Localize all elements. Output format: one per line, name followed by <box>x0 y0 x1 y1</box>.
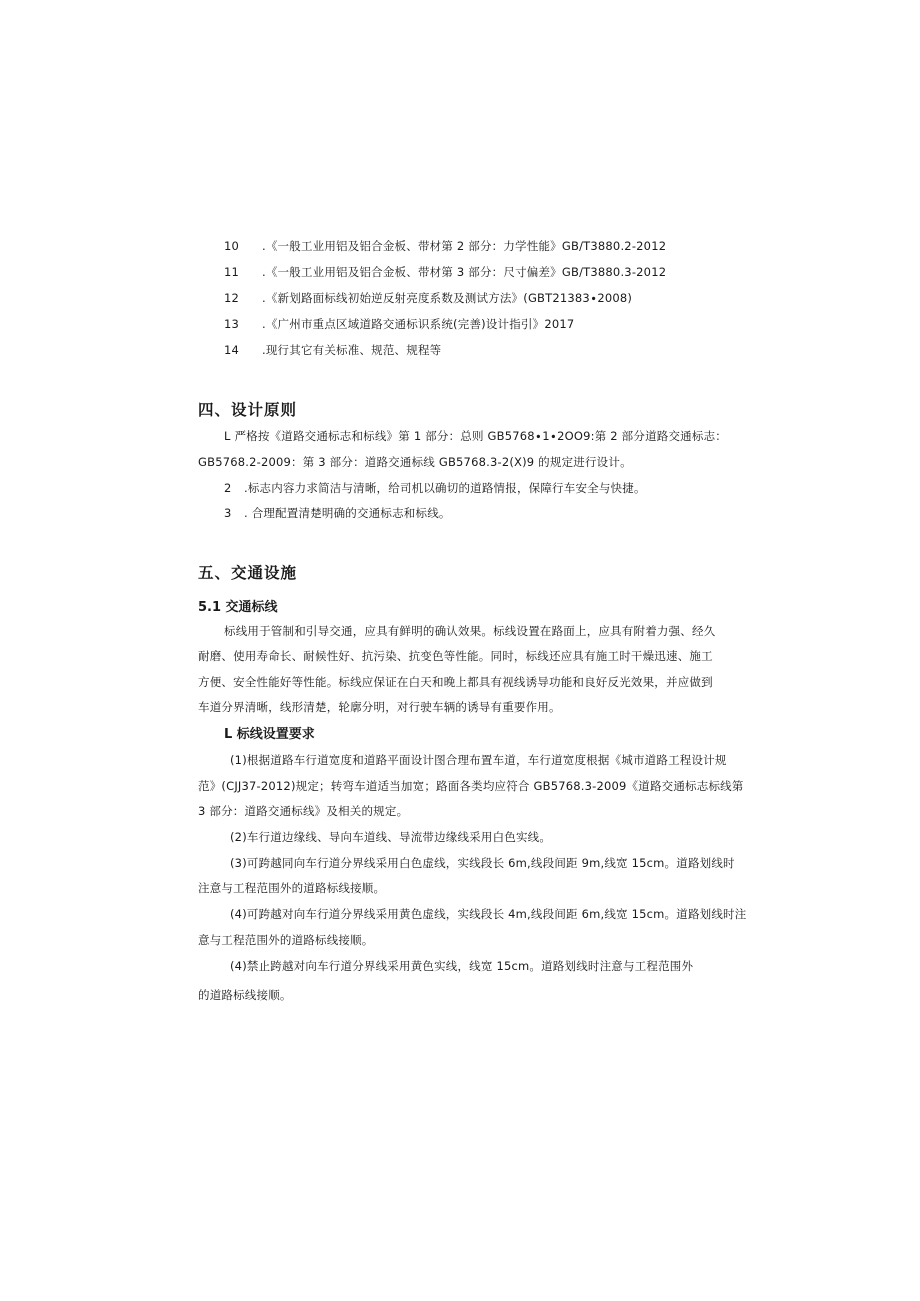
principle-text: .标志内容力求简洁与清晰，给司机以确切的道路情报，保障行车安全与快捷。 <box>244 481 646 495</box>
paragraph-line: 方便、安全性能好等性能。标线应保证在白天和晚上都具有视线诱导功能和良好反光效果，并应做到 <box>198 675 713 689</box>
reference-item <box>224 264 666 280</box>
section-heading-traffic-facilities: 五、交通设施 <box>198 564 298 582</box>
reference-text: .《一般工业用铝及铝合金板、带材第 3 部分：尺寸偏差》GB/T3880.3-2012 <box>262 265 667 279</box>
requirement-line: 注意与工程范围外的道路标线接顺。 <box>198 881 386 895</box>
principle-number: 3 <box>224 506 232 520</box>
principle-item <box>224 505 451 521</box>
paragraph-line: 车道分界清晰，线形清楚，轮廓分明，对行驶车辆的诱导有重要作用。 <box>198 700 561 714</box>
reference-item <box>224 316 574 332</box>
requirement-line: 范》(CJJ37-2012)规定；转弯车道适当加宽；路面各类均应符合 GB5768.3-2009《道路交通标志标线第 <box>198 779 744 793</box>
requirement-line: (4)可跨越对向车行道分界线采用黄色虚线，实线段长 4m,线段间距 6m,线宽 15cm。道路划线时注 <box>230 907 747 921</box>
requirement-line: (3)可跨越同向车行道分界线采用白色虚线，实线段长 6m,线段间距 9m,线宽 15cm。道路划线时 <box>230 856 735 870</box>
principle-text: . 合理配置清楚明确的交通标志和标线。 <box>244 506 451 520</box>
requirement-line: (2)车行道边缘线、导向车道线、导流带边缘线采用白色实线。 <box>230 830 552 844</box>
requirement-line: 意与工程范围外的道路标线接顺。 <box>198 933 374 947</box>
paragraph-line: GB5768.2-2009：第 3 部分：道路交通标线 GB5768.3-2(X)9 的规定进行设计。 <box>198 455 632 469</box>
reference-item <box>224 290 632 306</box>
reference-text: .现行其它有关标准、规范、规程等 <box>262 343 442 357</box>
paragraph-line: 标线用于管制和引导交通，应具有鲜明的确认效果。标线设置在路面上，应具有附着力强、经久 <box>224 624 716 638</box>
reference-number: 11 <box>224 265 240 279</box>
principle-number: 2 <box>224 481 232 495</box>
reference-number: 10 <box>224 239 240 253</box>
requirement-line: 的道路标线接顺。 <box>198 988 292 1002</box>
reference-number: 13 <box>224 317 240 331</box>
reference-number: 12 <box>224 291 240 305</box>
reference-text: .《新划路面标线初始逆反射亮度系数及测试方法》(GBT21383∙2008) <box>262 291 633 305</box>
requirement-line: (1)根据道路车行道宽度和道路平面设计图合理布置车道，车行道宽度根据《城市道路工程设计规 <box>230 753 727 767</box>
reference-item <box>224 238 666 254</box>
requirements-heading: L 标线设置要求 <box>224 727 315 742</box>
subsection-heading-traffic-markings: 5.1 交通标线 <box>198 600 278 615</box>
paragraph-line: L 严格按《道路交通标志和标线》第 1 部分：总则 GB5768∙1∙2OO9:第 2 部分道路交通标志： <box>224 429 727 443</box>
reference-item <box>224 342 441 358</box>
requirement-line: (4)禁止跨越对向车行道分界线采用黄色实线，线宽 15cm。道路划线时注意与工程范围外 <box>230 959 694 973</box>
reference-text: .《广州市重点区域道路交通标识系统(完善)设计指引》2017 <box>262 317 575 331</box>
section-heading-design-principles: 四、设计原则 <box>198 401 298 419</box>
paragraph-line: 耐磨、使用寿命长、耐候性好、抗污染、抗变色等性能。同时，标线还应具有施工时干燥迅速、施工 <box>198 649 713 663</box>
requirement-line: 3 部分：道路交通标线》及相关的规定。 <box>198 804 409 818</box>
reference-number: 14 <box>224 343 240 357</box>
reference-text: .《一般工业用铝及铝合金板、带材第 2 部分：力学性能》GB/T3880.2-2012 <box>262 239 667 253</box>
principle-item <box>224 480 646 496</box>
